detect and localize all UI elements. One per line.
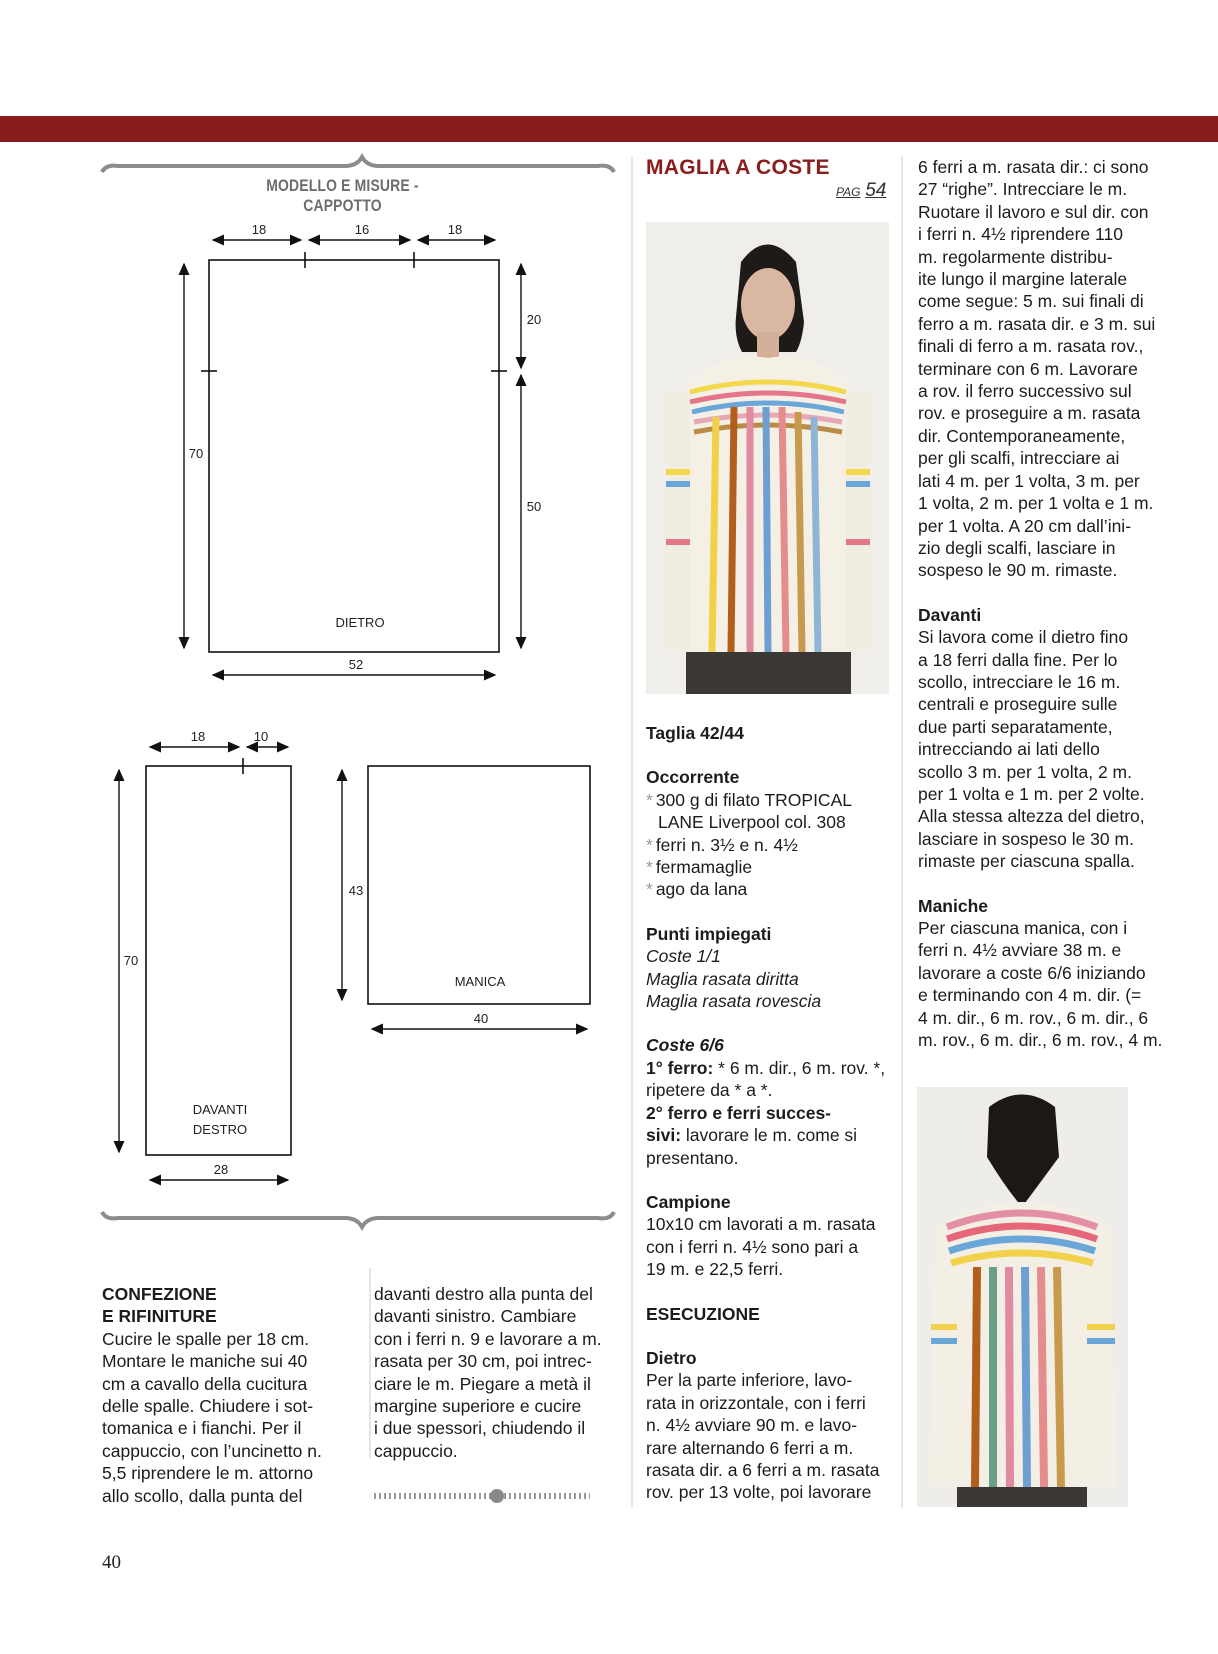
dim-label: 18 [190,729,206,744]
dim-label: 20 [526,312,542,327]
pag-number: 54 [865,180,887,201]
panel-label: DESTRO [192,1122,248,1137]
text-line: m. regolarmente distribu- [918,246,1113,267]
section-heading: Occorrente [646,767,740,788]
text-line: cappuccio, con l’uncinetto n. [102,1440,322,1461]
section-heading: Maniche [918,895,989,916]
dim-label: 50 [526,499,542,514]
article-title: MAGLIA A COSTE [646,156,830,179]
panel-label: DIETRO [335,615,385,630]
section-heading: E RIFINITURE [102,1306,217,1327]
dim-label: 40 [473,1011,489,1026]
section-heading: Dietro [646,1347,697,1368]
text-line: per 1 volta e 1 m. per 2 volte. [918,783,1145,804]
text-line: con i ferri n. 4½ sono pari a [646,1236,859,1257]
text-line: 27 “righe”. Intrecciare le m. [918,179,1128,200]
article-col3 [646,722,892,1504]
page-number: 40 [102,1552,121,1573]
dim-label: 16 [354,222,370,237]
dim-label: 43 [348,883,364,898]
text-line: scollo 3 m. per 1 volta, 2 m. [918,761,1132,782]
text-line: finali di ferro a m. rasata rov., [918,336,1144,357]
text-line: ite lungo il margine laterale [918,269,1128,290]
text-line: per 1 volta. A 20 cm dall’ini- [918,515,1132,536]
text-line: n. 4½ avviare 90 m. e lavo- [646,1415,858,1436]
text-line: Montare le maniche sui 40 [102,1351,308,1372]
text-line: come segue: 5 m. sui finali di [918,291,1144,312]
back-panel-shape [209,260,499,652]
diagram-title: MODELLO E MISURE - CAPPOTTO [266,176,419,215]
text-line: presentano. [646,1147,739,1168]
dim-label: 70 [188,446,204,461]
dim-label: 18 [251,222,267,237]
text-line: lavorare a coste 6/6 iniziando [918,962,1146,983]
dim-label: 70 [123,953,139,968]
text-line: e terminando con 4 m. dir. (= [918,985,1142,1006]
text-line: rare alternando 6 ferri a m. [646,1437,854,1458]
text-line: Per la parte inferiore, lavo- [646,1370,853,1391]
text-line: rasata per 30 cm, poi intrec- [374,1351,592,1372]
text-line: delle spalle. Chiudere i sot- [102,1396,314,1417]
size-heading: Taglia 42/44 [646,723,744,743]
model-back-photo [917,1087,1128,1507]
text-line: Ruotare il lavoro e sul dir. con [918,201,1149,222]
confezione-col1 [102,1283,347,1507]
text-line: tomanica e i fianchi. Per il [102,1418,302,1439]
text-line: a 18 ferri dalla fine. Per lo [918,649,1118,670]
dotted-separator [374,1489,590,1503]
list-item: Maglia rasata diritta [646,968,799,989]
model-front-photo [646,222,889,694]
text-line: Cucire le spalle per 18 cm. [102,1328,310,1349]
pag-label: PAG [836,185,861,199]
dim-label: 28 [213,1162,229,1177]
text-line: m. rov., 6 m. dir., 6 m. rov., 4 m. [918,1030,1163,1051]
section-heading: CONFEZIONE [102,1284,217,1304]
text-line: 5,5 riprendere le m. attorno [102,1463,314,1484]
text-line: intrecciando ai lati dello [918,739,1100,760]
text-line: ferri n. 4½ avviare 38 m. e [918,940,1122,961]
sleeve-panel-shape [368,766,590,1004]
text-line: a rov. il ferro successivo sul [918,381,1132,402]
section-heading: Coste 6/6 [646,1035,724,1056]
text-line: sospeso le 90 m. rimaste. [918,560,1118,581]
top-ornament [102,157,614,172]
list-item: LANE Liverpool col. 308 [658,812,846,833]
text-line: terminare con 6 m. Lavorare [918,358,1138,379]
section-heading: Campione [646,1191,731,1212]
text-line: zio degli scalfi, lasciare in [918,537,1116,558]
text-line: ferro a m. rasata dir. e 3 m. sui [918,313,1156,334]
list-item: * ferri n. 3½ e n. 4½ [646,834,798,855]
text-line: Si lavora come il dietro fino [918,627,1129,648]
text-line: lati 4 m. per 1 volta, 3 m. per [918,470,1140,491]
front-panel-shape [146,766,291,1155]
panel-label: MANICA [454,974,506,989]
text-line: i ferri n. 4½ riprendere 110 [918,224,1123,245]
section-heading: Davanti [918,604,982,625]
text-line: rov. e proseguire a m. rasata [918,403,1141,424]
text-line: ciare le m. Piegare a metà il [374,1373,591,1394]
text-line: i due spessori, chiudendo il [374,1418,586,1439]
text-line: scollo, intrecciare le 16 m. [918,671,1121,692]
text-line: davanti sinistro. Cambiare [374,1306,577,1327]
article-col4 [918,156,1164,1051]
section-heading: Punti impiegati [646,923,772,944]
text-line: rov. per 13 volte, poi lavorare [646,1482,872,1503]
text-line: rasata dir. a 6 ferri a m. rasata [646,1459,880,1480]
text-line: 1° ferro: * 6 m. dir., 6 m. rov. *, [646,1057,886,1078]
text-line: cm a cavallo della cucitura [102,1373,308,1394]
text-line: cappuccio. [374,1440,458,1461]
dim-label: 18 [447,222,463,237]
list-item: * fermamaglie [646,857,753,878]
text-line: 6 ferri a m. rasata dir.: ci sono [918,157,1149,177]
text-line: margine superiore e cucire [374,1396,582,1417]
bottom-ornament [102,1212,614,1227]
text-line: centrali e proseguire sulle [918,694,1118,715]
text-line: Per ciascuna manica, con i [918,918,1128,938]
text-line: davanti destro alla punta del [374,1284,593,1304]
list-item: * ago da lana [646,879,748,900]
text-line: 2° ferro e ferri succes- [646,1102,832,1123]
section-heading: ESECUZIONE [646,1303,760,1324]
list-item: * 300 g di filato TROPICAL [646,789,852,810]
text-line: dir. Contemporaneamente, [918,425,1126,446]
text-line: rata in orizzontale, con i ferri [646,1392,866,1413]
text-line: allo scollo, dalla punta del [102,1485,303,1506]
list-item: Maglia rasata rovescia [646,991,822,1012]
text-line: 19 m. e 22,5 ferri. [646,1259,784,1280]
text-line: 10x10 cm lavorati a m. rasata [646,1214,876,1235]
text-line: due parti separatamente, [918,716,1113,737]
dim-label: 52 [348,657,364,672]
text-line: rimaste per ciascuna spalla. [918,851,1135,872]
text-line: con i ferri n. 9 e lavorare a m. [374,1328,602,1349]
text-line: 1 volta, 2 m. per 1 volta e 1 m. [918,493,1154,514]
confezione-col2 [374,1283,619,1462]
dim-label: 10 [253,729,269,744]
text-line: 4 m. dir., 6 m. rov., 6 m. dir., 6 [918,1007,1149,1028]
text-line: per gli scalfi, intrecciare ai [918,448,1120,469]
text-line: sivi: lavorare le m. come si [646,1125,858,1146]
text-line: lasciare in sospeso le 30 m. [918,828,1134,849]
list-item: Coste 1/1 [646,946,721,967]
page-reference [836,180,886,202]
panel-label: DAVANTI [192,1102,248,1117]
text-line: Alla stessa altezza del dietro, [918,806,1145,827]
text-line: ripetere da * a *. [646,1080,773,1101]
